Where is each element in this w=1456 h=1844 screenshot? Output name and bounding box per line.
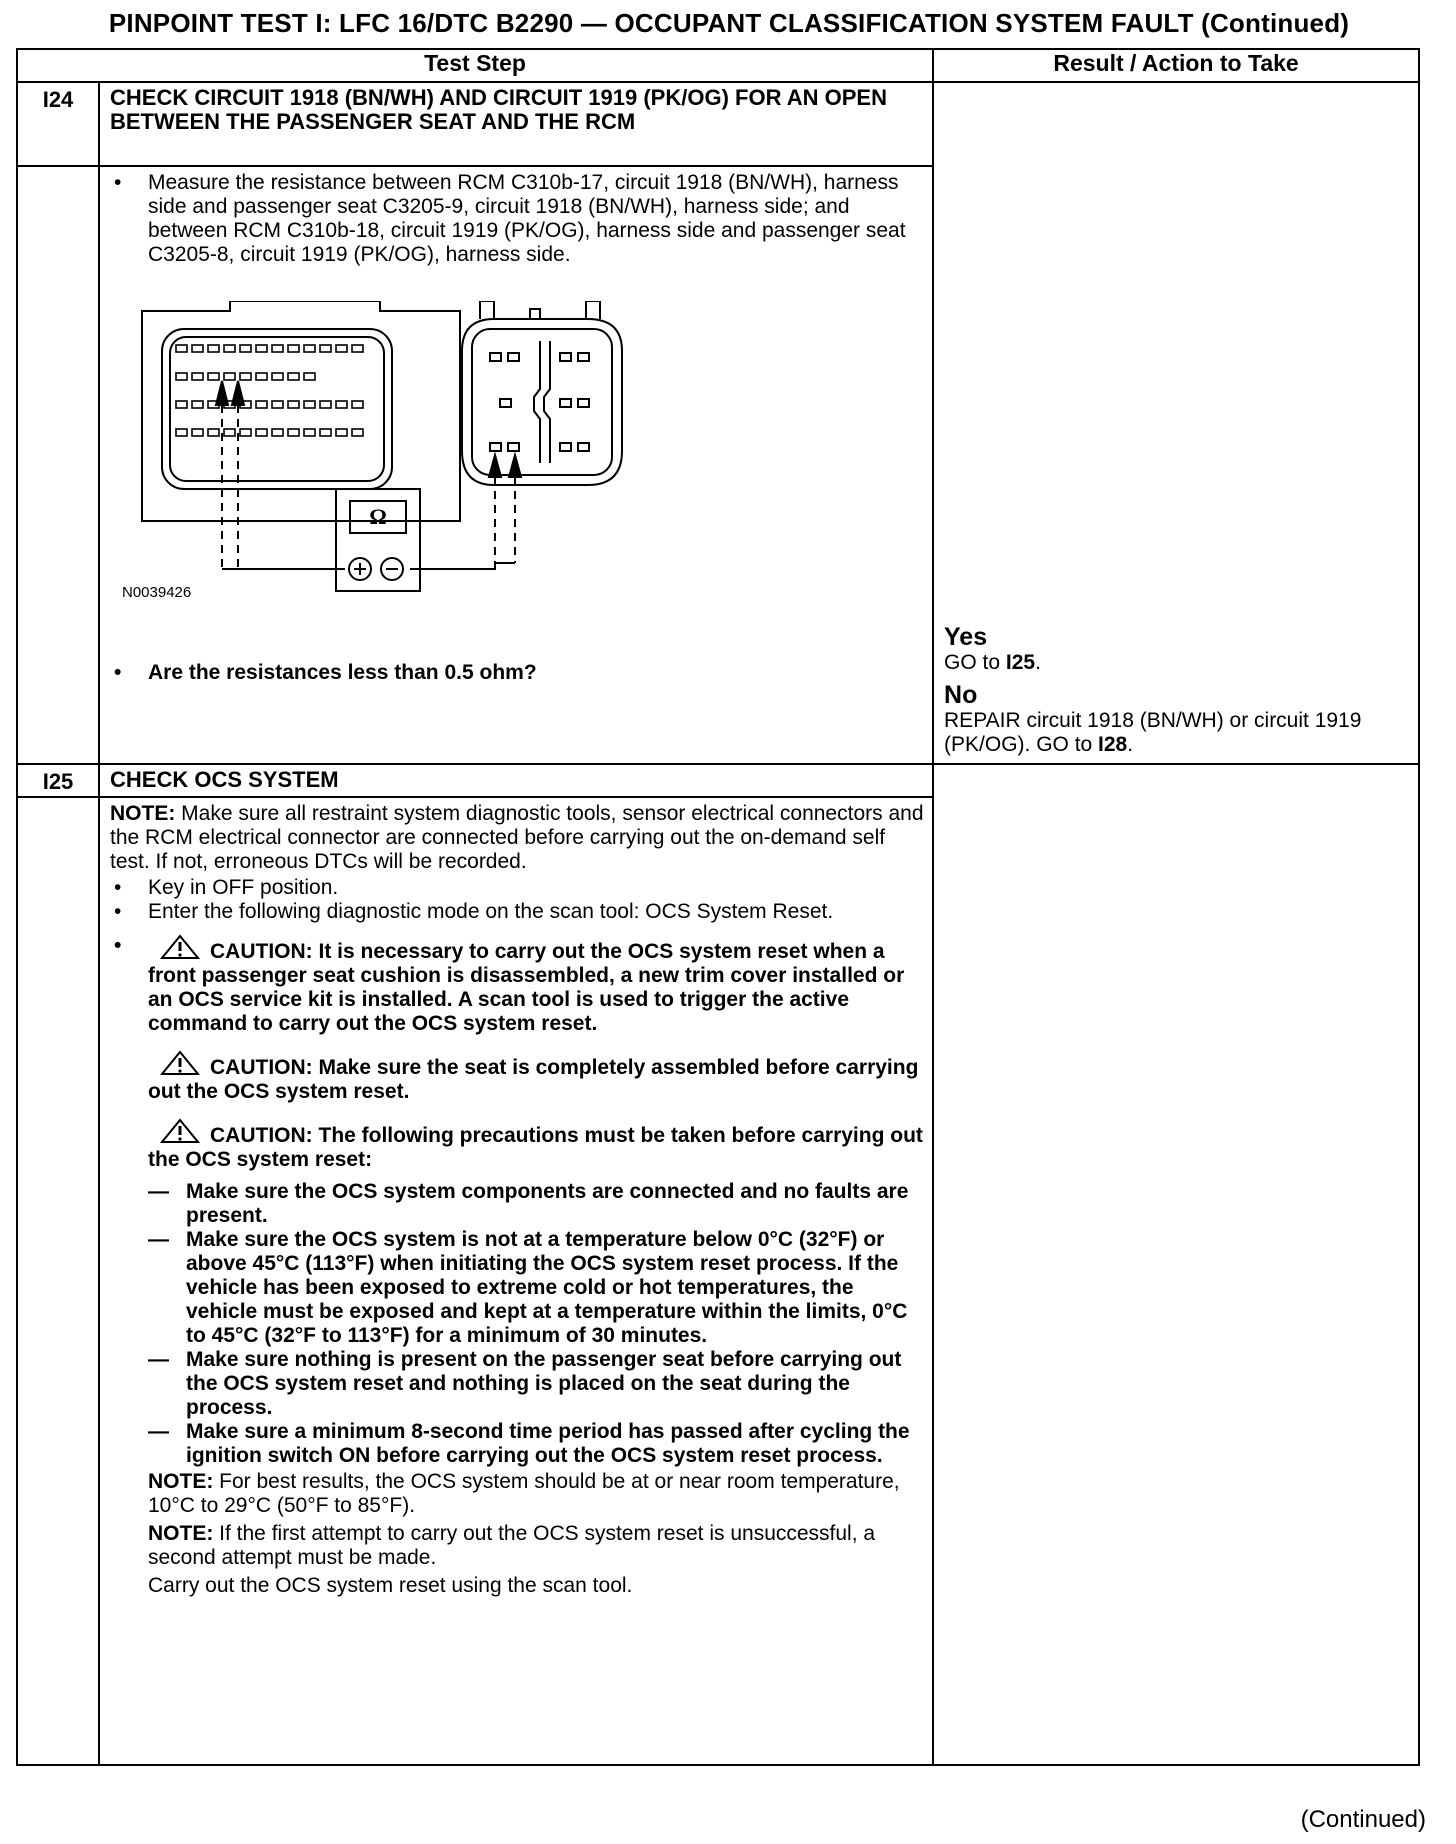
- note-label: NOTE:: [148, 1470, 214, 1493]
- step-i25-result: [933, 764, 1419, 1765]
- step-title: CHECK OCS SYSTEM: [99, 764, 933, 797]
- note-1: [110, 802, 924, 874]
- yes-period: .: [1035, 651, 1041, 674]
- step-number: I25: [17, 764, 99, 797]
- note-text: For best results, the OCS system should be at or near room temperature, 10°C to 29°C (50°F to 85°F).: [148, 1470, 900, 1517]
- precaution-text: Make sure the OCS system components are connected and no faults are present.: [186, 1180, 909, 1227]
- seat-connector-icon: [462, 301, 622, 485]
- step-number-spacer: [17, 166, 99, 764]
- precaution-text: Make sure nothing is present on the passenger seat before carrying out the OCS system reset and nothing is placed on the seat during the process.: [186, 1348, 902, 1419]
- dash-marker: —: [148, 1180, 169, 1203]
- step-number-spacer: [17, 797, 99, 1765]
- caution-2: [110, 1050, 924, 1104]
- yes-action: GO to: [944, 651, 1006, 674]
- step-i25-title-row: [17, 764, 1419, 797]
- instruction-bullet: • Measure the resistance between RCM C310b-17, circuit 1918 (BN/WH), harness side and passenger seat C3205-9, circuit 1918 (BN/WH), harness side; and between RCM C310b-18, circuit 1919 (PK/OG), harness side and passenger seat C3205-8, circuit 1919 (PK/OG), harness side.: [110, 171, 924, 267]
- note-label: NOTE:: [110, 802, 176, 825]
- goto-i25-link[interactable]: I25: [1005, 651, 1036, 674]
- note-text: Make sure all restraint system diagnostic tools, sensor electrical connectors and the RCM electrical connector are connected before carrying out the on-demand self test. If not, erroneous DTCs will be recorded.: [110, 802, 924, 873]
- table-header-row: [17, 49, 1419, 82]
- precaution-list: [110, 1180, 924, 1468]
- result-header: Result / Action to Take: [933, 49, 1419, 82]
- ohm-symbol: Ω: [369, 504, 387, 529]
- no-label: No: [944, 681, 978, 709]
- bullet-diagnostic-mode: • Enter the following diagnostic mode on the scan tool: OCS System Reset.: [110, 900, 924, 924]
- caution-text: CAUTION: Make sure the seat is completely assembled before carrying out the OCS system reset.: [148, 1056, 919, 1103]
- precaution-item: [148, 1348, 924, 1420]
- connector-diagram: [110, 301, 710, 661]
- precaution-item: [148, 1228, 924, 1348]
- page-title: PINPOINT TEST I: LFC 16/DTC B2290 — OCCUPANT CLASSIFICATION SYSTEM FAULT (Continued): [108, 8, 1350, 38]
- step-number: I24: [17, 82, 99, 166]
- test-step-header: Test Step: [17, 49, 933, 82]
- caution-3: [110, 1118, 924, 1172]
- precaution-item: [148, 1420, 924, 1468]
- seat-probe-arrows: [489, 455, 521, 477]
- yes-label: Yes: [944, 623, 988, 651]
- bullet-key-off: • Key in OFF position.: [110, 876, 924, 900]
- caution-text: CAUTION: It is necessary to carry out the OCS system reset when a front passenger seat cushion is disassembled, a new trim cover installed or an OCS service kit is installed. A scan tool is used to trigger the active command to carry out the OCS system reset.: [148, 940, 905, 1035]
- precaution-text: Make sure a minimum 8-second time period has passed after cycling the ignition switch ON before carrying out the OCS system reset process.: [186, 1420, 910, 1467]
- step-i24-body: [99, 166, 933, 764]
- figure-id: N0039426: [122, 584, 192, 601]
- question-bullet: • Are the resistances less than 0.5 ohm?: [110, 661, 924, 685]
- no-period: .: [1127, 733, 1134, 756]
- step-i24-title-row: [17, 82, 1419, 166]
- goto-i28-link[interactable]: I28: [1098, 733, 1128, 756]
- step-i24-result: [933, 82, 1419, 764]
- caution-text: CAUTION: The following precautions must be taken before carrying out the OCS system reset:: [148, 1124, 923, 1171]
- pinpoint-test-table: [16, 48, 1420, 1766]
- dash-marker: —: [148, 1228, 169, 1251]
- continued-label: (Continued): [1300, 1806, 1426, 1833]
- final-instruction: Carry out the OCS system reset using the scan tool.: [148, 1574, 633, 1597]
- dash-marker: —: [148, 1348, 169, 1371]
- warning-triangle-icon: [160, 934, 200, 960]
- no-action: REPAIR circuit 1918 (BN/WH) or circuit 1919 (PK/OG). GO to: [944, 709, 1362, 756]
- warning-triangle-icon: [160, 1118, 200, 1144]
- dash-marker: —: [148, 1420, 169, 1443]
- caution-1: [110, 934, 924, 1036]
- precaution-text: Make sure the OCS system is not at a temperature below 0°C (32°F) or above 45°C (113°F) when initiating the OCS system reset process. If the vehicle has been exposed to extreme cold or hot temperatures, the vehicle must be exposed and kept at a temperature within the limits, 0°C to 45°C (32°F to 113°F) for a minimum of 30 minutes.: [186, 1228, 908, 1347]
- note-label: NOTE:: [148, 1522, 214, 1545]
- note-3: [110, 1522, 924, 1570]
- note-text: If the first attempt to carry out the OCS system reset is unsuccessful, a second attempt must be made.: [148, 1522, 876, 1569]
- connector-diagram-svg: [110, 301, 710, 641]
- warning-triangle-icon: [160, 1050, 200, 1076]
- seat-lead-lines: [410, 477, 515, 569]
- note-2: [110, 1470, 924, 1518]
- step-title: CHECK CIRCUIT 1918 (BN/WH) AND CIRCUIT 1919 (PK/OG) FOR AN OPEN BETWEEN THE PASSENGER SEAT AND THE RCM: [99, 82, 933, 166]
- rcm-pin-grid: [176, 345, 363, 436]
- precaution-item: [148, 1180, 924, 1228]
- step-i25-body: [99, 797, 933, 1765]
